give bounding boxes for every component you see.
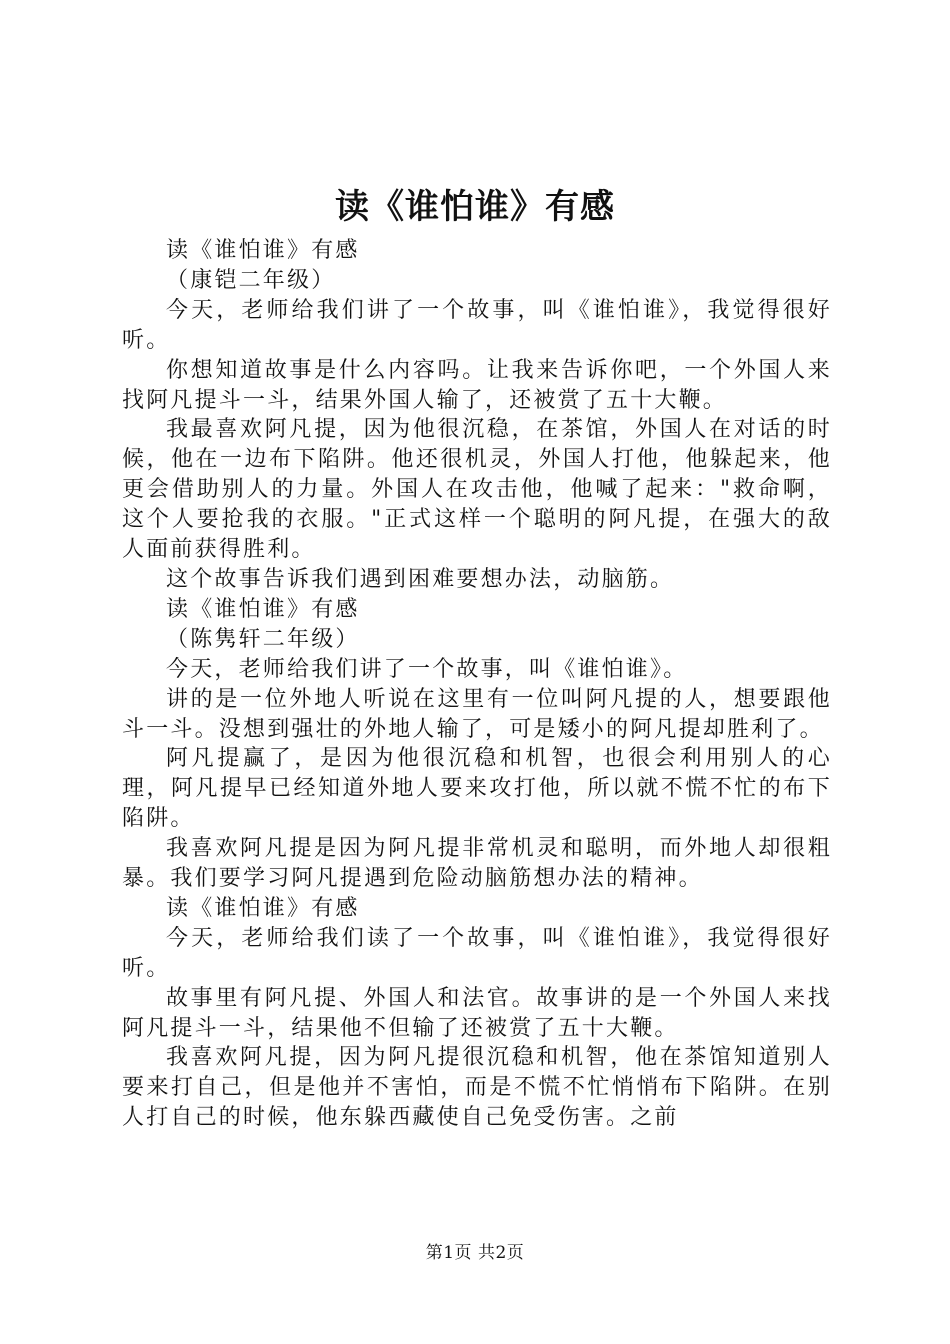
document-body bbox=[122, 236, 832, 1133]
paragraph: （陈隽轩二年级） bbox=[166, 626, 360, 652]
paragraph: 今天，老师给我们读了一个故事，叫《谁怕谁》，我觉得很好听。 bbox=[122, 925, 832, 981]
paragraph: 阿凡提赢了，是因为他很沉稳和机智，也很会利用别人的心理，阿凡提早已经知道外地人要来攻打他，所以就不慌不忙的布下陷阱。 bbox=[122, 746, 832, 832]
paragraph: 读《谁怕谁》有感 bbox=[166, 895, 360, 921]
paragraph: 读《谁怕谁》有感 bbox=[166, 596, 360, 622]
paragraph: （康铠二年级） bbox=[166, 267, 336, 293]
paragraph: 我最喜欢阿凡提，因为他很沉稳，在茶馆，外国人在对话的时候，他在一边布下陷阱。他还很机灵，外国人打他，他躲起来，他更会借助别人的力量。外国人在攻击他，他喊了起来："救命啊，这个人要抢我的衣服。"正式这样一个聪明的阿凡提，在强大的敌人面前获得胜利。 bbox=[122, 417, 832, 563]
paragraph: 这个故事告诉我们遇到困难要想办法，动脑筋。 bbox=[166, 566, 675, 592]
page-number-footer: 第1页 共2页 bbox=[425, 1243, 525, 1263]
paragraph: 我喜欢阿凡提是因为阿凡提非常机灵和聪明，而外地人却很粗暴。我们要学习阿凡提遇到危险动脑筋想办法的精神。 bbox=[122, 836, 832, 892]
paragraph: 讲的是一位外地人听说在这里有一位叫阿凡提的人，想要跟他斗一斗。没想到强壮的外地人输了，可是矮小的阿凡提却胜利了。 bbox=[122, 686, 832, 742]
paragraph: 今天，老师给我们讲了一个故事，叫《谁怕谁》。 bbox=[166, 656, 688, 682]
paragraph: 读《谁怕谁》有感 bbox=[166, 238, 360, 263]
document-title: 读《谁怕谁》有感 bbox=[335, 187, 615, 227]
paragraph: 故事里有阿凡提、外国人和法官。故事讲的是一个外国人来找阿凡提斗一斗，结果他不但输了还被赏了五十大鞭。 bbox=[122, 985, 832, 1041]
paragraph: 你想知道故事是什么内容吗。让我来告诉你吧，一个外国人来找阿凡提斗一斗，结果外国人输了，还被赏了五十大鞭。 bbox=[122, 357, 832, 413]
paragraph: 今天，老师给我们讲了一个故事，叫《谁怕谁》，我觉得很好听。 bbox=[122, 297, 832, 353]
paragraph: 我喜欢阿凡提，因为阿凡提很沉稳和机智，他在茶馆知道别人要来打自己，但是他并不害怕，而是不慌不忙悄悄布下陷阱。在别人打自己的时候，他东躲西藏使自己免受伤害。之前 bbox=[122, 1045, 832, 1131]
